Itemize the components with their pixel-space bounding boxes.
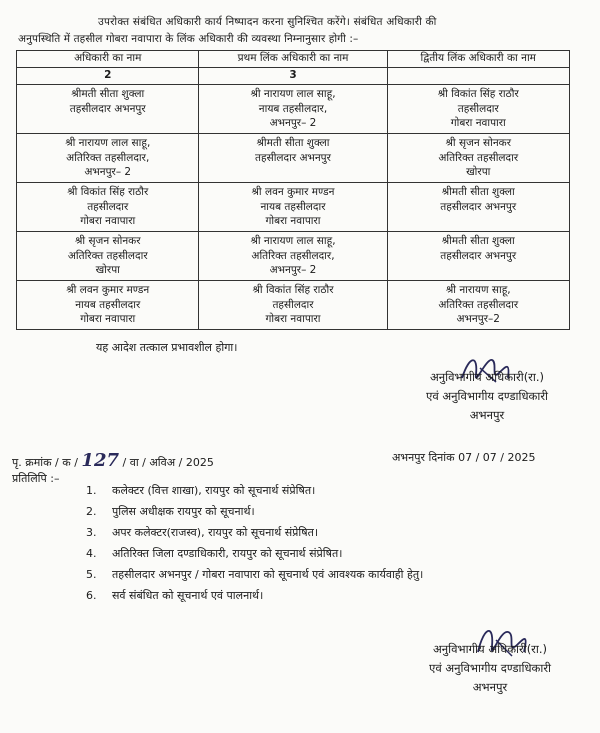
header-first-link-officer: प्रथम लिंक अधिकारी का नाम xyxy=(199,51,387,68)
cell-line: श्री नारायण साहू, xyxy=(445,284,511,296)
cell-line: खोरपा xyxy=(466,166,491,178)
table-cell xyxy=(17,232,199,281)
cell-line: अभनपुर– 2 xyxy=(269,264,317,276)
list-item: 3. अपर कलेक्टर(राजस्व), रायपुर को सूचनार्थ संप्रेषित। xyxy=(86,526,319,539)
cell-line: श्रीमती सीता शुक्ला xyxy=(71,88,145,100)
copy-list xyxy=(86,480,423,606)
column-number xyxy=(387,68,570,85)
signature-block-top xyxy=(402,368,572,425)
cell-line: श्री लवन कुमार मण्डन xyxy=(251,186,335,198)
cell-line: तहसीलदार अभनपुर xyxy=(440,249,517,262)
cell-line: गोबरा नवापारा xyxy=(450,117,506,129)
cell-line: अभनपुर– 2 xyxy=(84,166,132,178)
table-cell xyxy=(199,281,387,330)
signatory-designation: अनुविभागीय अधिकारी(रा.) xyxy=(429,370,545,384)
order-effective-line: यह आदेश तत्काल प्रभावशील होगा। xyxy=(96,341,238,354)
signatory-location: अभनपुर xyxy=(472,680,508,694)
table-cell xyxy=(17,85,199,134)
list-item: 4. अतिरिक्त जिला दण्डाधिकारी, रायपुर को सूचनार्थ संप्रेषित। xyxy=(86,547,343,560)
reference-suffix: / वा / अविअ / 2025 xyxy=(122,456,214,469)
cell-line: अतिरिक्त तहसीलदार xyxy=(438,298,519,311)
table-row xyxy=(17,232,570,281)
cell-line: तहसीलदार xyxy=(457,102,499,115)
reference-prefix: पृ. क्रमांक / क / xyxy=(12,456,78,469)
cell-line: गोबरा नवापारा xyxy=(80,215,136,227)
table-cell xyxy=(17,183,199,232)
cell-line: गोबरा नवापारा xyxy=(265,313,321,325)
intro-line-1: उपरोक्त संबंधित अधिकारी कार्य निष्पादन करना सुनिश्चित करेंगे। संबंधित अधिकारी की xyxy=(98,16,437,28)
cell-line: तहसीलदार xyxy=(272,298,314,311)
cell-line: अभनपुर– 2 xyxy=(269,117,317,129)
cell-line: श्री विकांत सिंह राठौर xyxy=(67,186,149,198)
cell-line: तहसीलदार xyxy=(87,200,129,213)
cell-line: श्री सृजन सोनकर xyxy=(74,235,141,247)
table-cell xyxy=(199,134,387,183)
table-cell xyxy=(387,232,570,281)
cell-line: श्रीमती सीता शुक्ला xyxy=(441,186,515,198)
cell-line: तहसीलदार अभनपुर xyxy=(69,102,146,115)
cell-line: तहसीलदार अभनपुर xyxy=(440,200,517,213)
list-item: 5. तहसीलदार अभनपुर / गोबरा नवापारा को सूचनार्थ एवं आवश्यक कार्यवाही हेतु। xyxy=(86,568,424,581)
list-item: 1. कलेक्टर (वित्त शाखा), रायपुर को सूचनार्थ संप्रेषित। xyxy=(86,484,316,497)
cell-line: अभनपुर–2 xyxy=(456,313,500,325)
cell-line: श्री लवन कुमार मण्डन xyxy=(66,284,150,296)
cell-line: गोबरा नवापारा xyxy=(80,313,136,325)
signatory-location: अभनपुर xyxy=(469,408,505,422)
table-cell xyxy=(17,134,199,183)
cell-line: अतिरिक्त तहसीलदार, xyxy=(66,151,150,164)
cell-line: नायब तहसीलदार xyxy=(75,298,141,311)
intro-line-2: अनुपस्थिति में तहसील गोबरा नवापारा के लिंक अधिकारी की व्यवस्था निम्नानुसार होगी :– xyxy=(18,33,359,45)
cell-line: श्री नारायण लाल साहू, xyxy=(250,88,336,100)
header-second-link-officer: द्वितीय लिंक अधिकारी का नाम xyxy=(387,51,570,68)
header-officer-name: अधिकारी का नाम xyxy=(17,51,199,68)
table-cell xyxy=(17,281,199,330)
cell-line: श्री विकांत सिंह राठौर xyxy=(252,284,334,296)
table-cell xyxy=(387,85,570,134)
table-row xyxy=(17,85,570,134)
cell-line: अतिरिक्त तहसीलदार xyxy=(67,249,148,262)
link-officer-table xyxy=(16,50,570,330)
table-cell xyxy=(199,183,387,232)
column-number-row xyxy=(17,68,570,85)
table-header-row xyxy=(17,51,570,68)
intro-paragraph xyxy=(18,14,590,48)
list-item: 2. पुलिस अधीक्षक रायपुर को सूचनार्थ। xyxy=(86,505,255,518)
cell-line: श्री नारायण लाल साहू, xyxy=(250,235,336,247)
reference-number xyxy=(12,450,214,471)
table-cell xyxy=(387,134,570,183)
reference-date: अभनपुर दिनांक 07 / 07 / 2025 xyxy=(392,451,536,464)
list-item: 6. सर्व संबंधित को सूचनार्थ एवं पालनार्थ। xyxy=(86,589,264,602)
cell-line: खोरपा xyxy=(95,264,120,276)
table-row xyxy=(17,281,570,330)
table-cell xyxy=(199,232,387,281)
signatory-designation: अनुविभागीय अधिकारी(रा.) xyxy=(432,642,548,656)
cell-line: श्रीमती सीता शुक्ला xyxy=(256,137,330,149)
cell-line: श्री सृजन सोनकर xyxy=(445,137,512,149)
copy-heading: प्रतिलिपि :– xyxy=(12,472,60,485)
signature-block-bottom xyxy=(400,640,580,697)
table-row xyxy=(17,134,570,183)
cell-line: श्री नारायण लाल साहू, xyxy=(65,137,151,149)
table-cell xyxy=(387,281,570,330)
table-cell xyxy=(199,85,387,134)
cell-line: तहसीलदार अभनपुर xyxy=(255,151,331,164)
cell-line: श्री विकांत सिंह राठौर xyxy=(437,88,519,100)
cell-line: नायब तहसीलदार xyxy=(260,200,326,213)
cell-line: गोबरा नवापारा xyxy=(265,215,321,227)
table-row xyxy=(17,183,570,232)
cell-line: नायब तहसीलदार, xyxy=(258,102,328,115)
table-cell xyxy=(387,183,570,232)
cell-line: अतिरिक्त तहसीलदार, xyxy=(251,249,335,262)
signatory-designation-2: एवं अनुविभागीय दण्डाधिकारी xyxy=(428,661,552,675)
column-number: 2 xyxy=(17,68,199,85)
column-number: 3 xyxy=(199,68,387,85)
signatory-designation-2: एवं अनुविभागीय दण्डाधिकारी xyxy=(425,389,549,403)
cell-line: अतिरिक्त तहसीलदार xyxy=(438,151,519,164)
cell-line: श्रीमती सीता शुक्ला xyxy=(441,235,515,247)
handwritten-number: 127 xyxy=(81,450,119,471)
